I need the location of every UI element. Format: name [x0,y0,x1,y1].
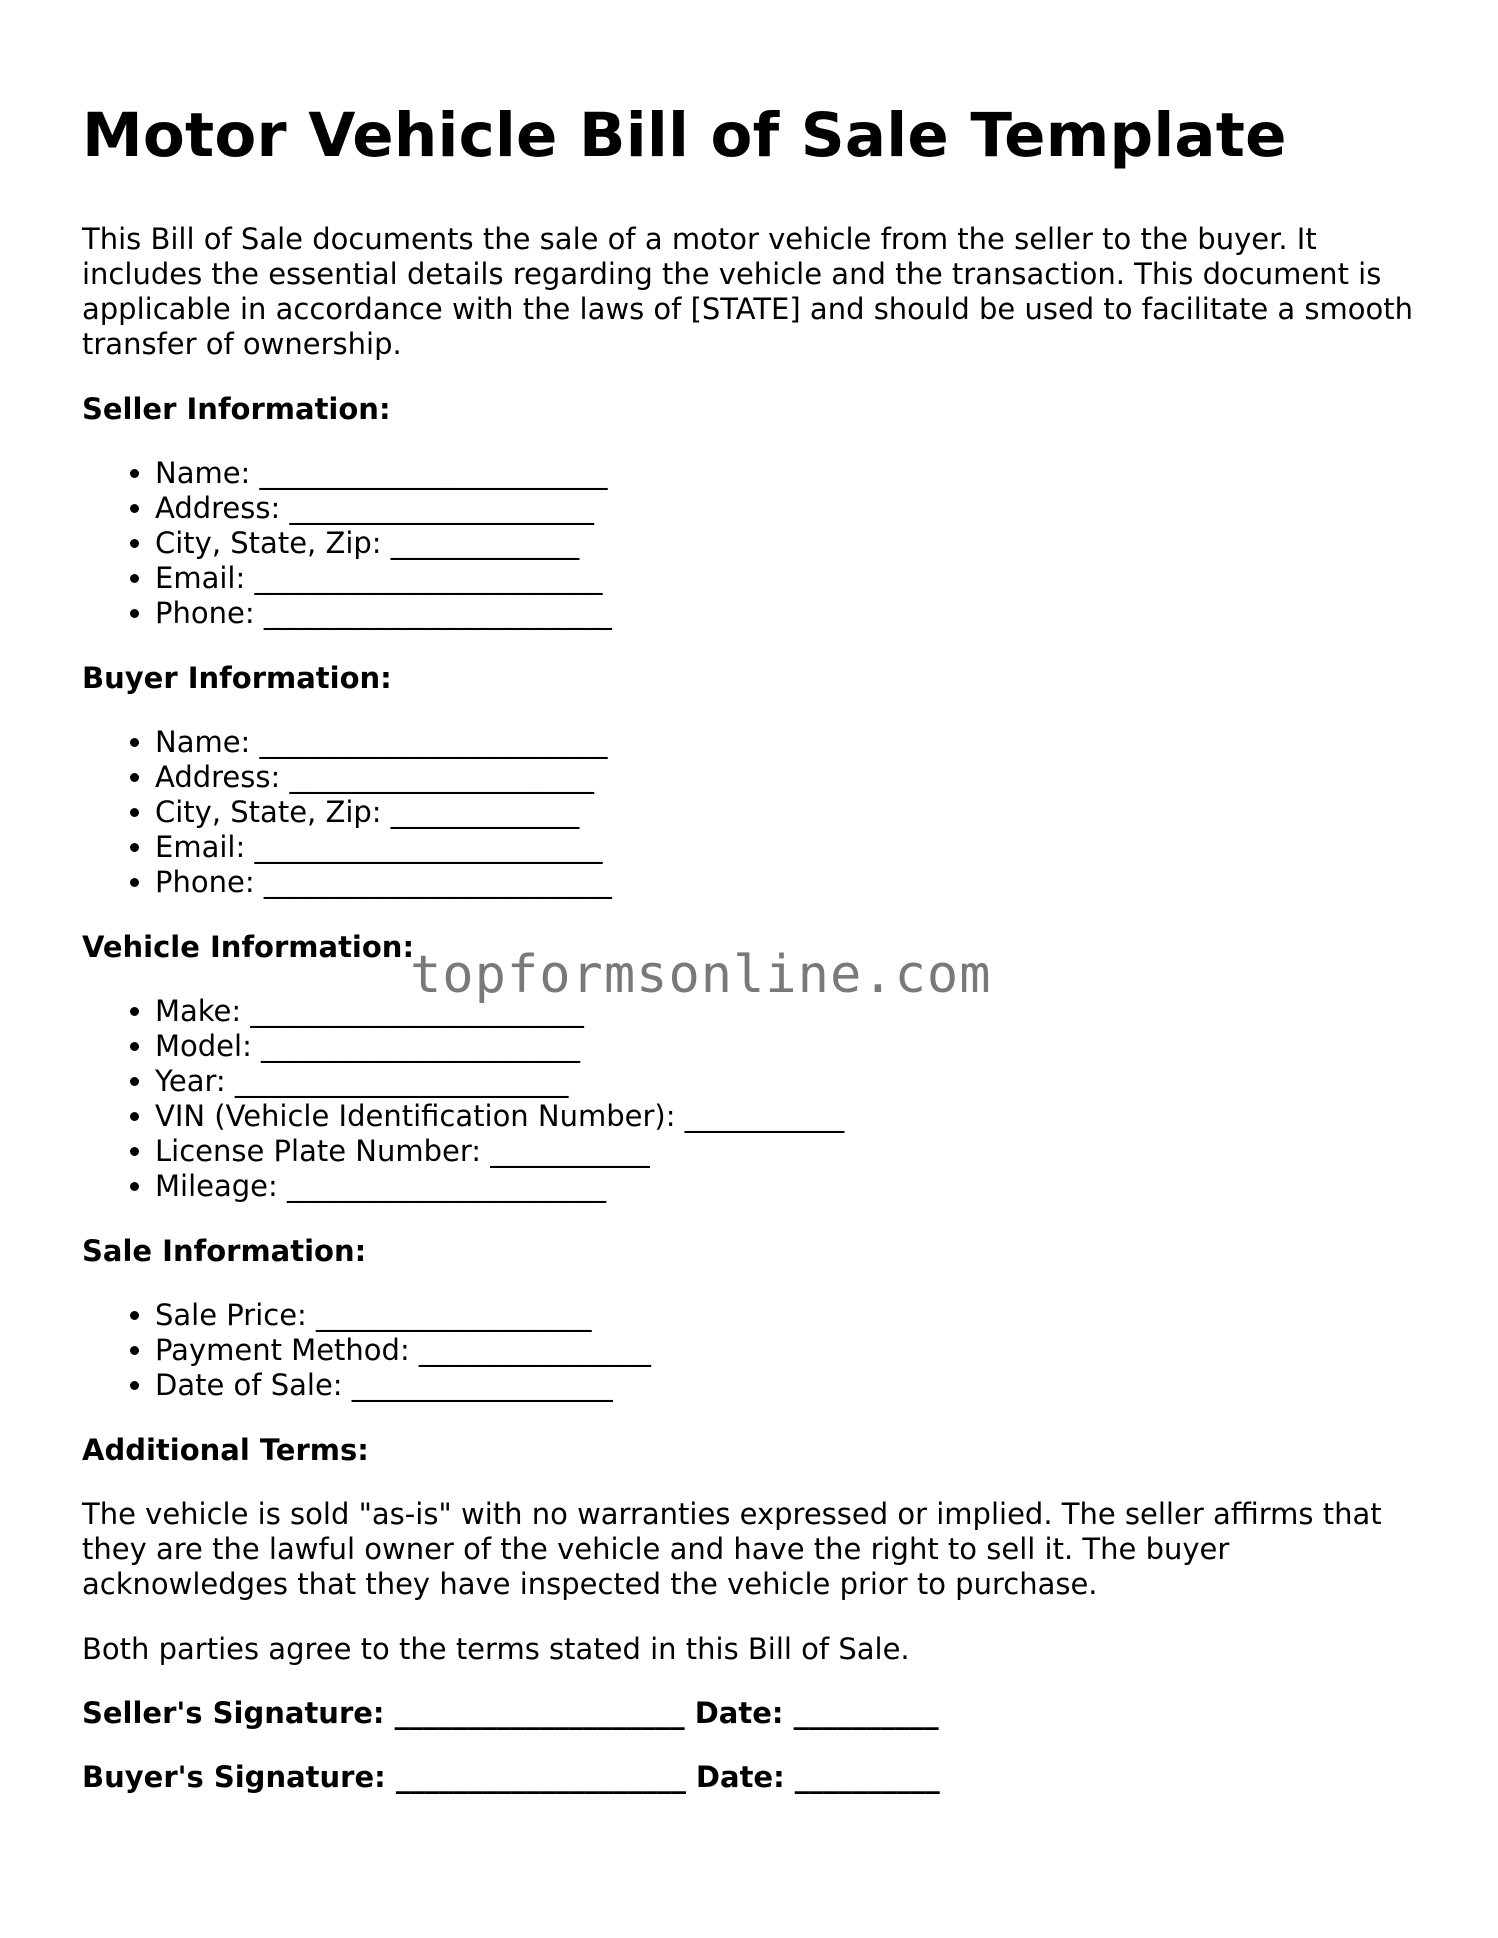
buyer-phone-field: • Phone: ________________________ [155,865,1422,900]
seller-signature-line: Seller's Signature: ____________________ Date: __________ [82,1696,939,1730]
vehicle-year-field: • Year: _______________________ [155,1064,1422,1099]
page-title: Motor Vehicle Bill of Sale Template [82,100,1287,171]
seller-city-state-zip-field: • City, State, Zip: _____________ [155,526,1422,561]
seller-phone-field: • Phone: ________________________ [155,596,1422,631]
buyer-address-field: • Address: _____________________ [155,760,1422,795]
watermark: topformsonline.com [410,945,992,1005]
buyer-signature-line: Buyer's Signature: ____________________ Date: __________ [82,1760,940,1794]
vehicle-license-plate-field: • License Plate Number: ___________ [155,1134,1422,1169]
seller-address-field: • Address: _____________________ [155,491,1422,526]
buyer-city-state-zip-field: • City, State, Zip: _____________ [155,795,1422,830]
buyer-heading: Buyer Information: [82,661,392,695]
sale-price-field: • Sale Price: ___________________ [155,1298,1422,1333]
seller-name-field: • Name: ________________________ [155,456,1422,491]
vehicle-list [82,994,1422,1204]
intro-paragraph: This Bill of Sale documents the sale of a motor vehicle from the seller to the buyer. It includes the essential details regarding the vehicle and the transaction. This document is applicable in accordance with the laws of [STATE] and should be used to facilitate a smooth transfer of ownership. [82,222,1413,361]
seller-email-field: • Email: ________________________ [155,561,1422,596]
vehicle-vin-field: • VIN (Vehicle Identification Number): ___________ [155,1099,1422,1134]
vehicle-heading: Vehicle Information: [82,930,415,964]
buyer-email-field: • Email: ________________________ [155,830,1422,865]
terms-paragraph: The vehicle is sold "as-is" with no warranties expressed or implied. The seller affirms that they are the lawful owner of the vehicle and have the right to sell it. The buyer acknowledges that they have inspected the vehicle prior to purchase. [82,1497,1382,1601]
sale-heading: Sale Information: [82,1234,367,1268]
sale-list [82,1298,1422,1403]
date-of-sale-field: • Date of Sale: __________________ [155,1368,1422,1403]
payment-method-field: • Payment Method: ________________ [155,1333,1422,1368]
buyer-name-field: • Name: ________________________ [155,725,1422,760]
vehicle-mileage-field: • Mileage: ______________________ [155,1169,1422,1204]
buyer-list [82,725,1422,900]
terms-heading: Additional Terms: [82,1433,369,1467]
seller-heading: Seller Information: [82,392,391,426]
vehicle-model-field: • Model: ______________________ [155,1029,1422,1064]
agreement-statement: Both parties agree to the terms stated in this Bill of Sale. [82,1632,910,1666]
seller-list [82,456,1422,631]
vehicle-make-field: • Make: _______________________ [155,994,1422,1029]
